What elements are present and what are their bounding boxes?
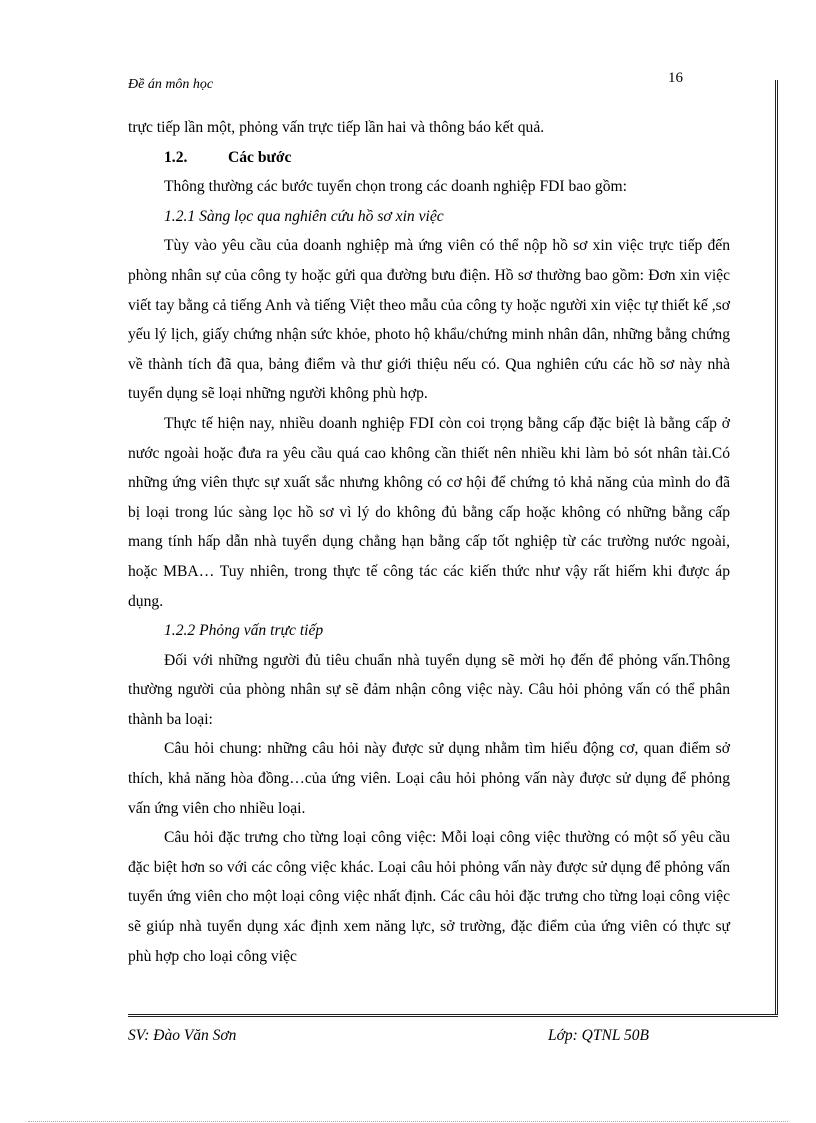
paragraph-1: Thông thường các bước tuyển chọn trong các doanh nghiệp FDI bao gồm:	[164, 178, 627, 196]
page-border-right	[775, 80, 778, 1015]
page-bottom-dotted-line	[28, 1121, 788, 1122]
paragraph-6: Câu hỏi đặc trưng cho từng loại công việc: Mỗi loại công việc thường có một số yêu cầu đặc biệt hơn so với các công việc khác. Loại câu hỏi phỏng vấn này được sử dụng để phỏng vấn tuyển ứng viên cho một loại công việc nhất định. Các câu hỏi đặc trưng cho từng loại công việc sẽ giúp nhà tuyển dụng xác định xem năng lực, sở trường, đặc điểm của ứng viên có thực sự phù hợp cho loại công việc	[128, 829, 730, 965]
section-heading	[128, 143, 730, 173]
section-number: 1.2.	[164, 148, 188, 166]
subheading-1: 1.2.1 Sàng lọc qua nghiên cứu hồ sơ xin việc	[164, 207, 444, 225]
paragraph-3: Thực tế hiện nay, nhiều doanh nghiệp FDI còn coi trọng bằng cấp đặc biệt là bằng cấp ở nước ngoài hoặc đưa ra yêu cầu quá cao không cần thiết nên nhiều khi làm bỏ sót nhân tài.Có những ứng viên thực sự xuất sắc nhưng không có cơ hội để chứng tỏ khả năng của mình do đã bị loại trong lúc sàng lọc hồ sơ vì lý do không đủ bằng cấp hoặc không có những bằng cấp mang tính hấp dẫn nhà tuyển dụng chẳng hạn bằng cấp tốt nghiệp từ các trường nước ngoài, hoặc MBA… Tuy nhiên, trong thực tế công tác các kiến thức như vậy rất hiếm khi được áp dụng.	[128, 414, 730, 610]
paragraph-4: Đối với những người đủ tiêu chuẩn nhà tuyển dụng sẽ mời họ đến để phỏng vấn.Thông thường người của phòng nhân sự sẽ đảm nhận công việc này. Câu hỏi phỏng vấn có thể phân thành ba loại:	[128, 651, 730, 728]
body-text	[128, 113, 730, 971]
footer-rule	[128, 1014, 778, 1017]
paragraph-0: trực tiếp lần một, phỏng vấn trực tiếp lần hai và thông báo kết quả.	[128, 119, 545, 136]
header-title: Đề án môn học	[128, 77, 214, 92]
paragraph-2: Tùy vào yêu cầu của doanh nghiệp mà ứng viên có thể nộp hồ sơ xin việc trực tiếp đến phòng nhân sự của công ty hoặc gửi qua đường bưu điện. Hồ sơ thường bao gồm: Đơn xin việc viết tay bằng cả tiếng Anh và tiếng Việt theo mẫu của công ty hoặc người xin việc tự thiết kế ,sơ yếu lý lịch, giấy chứng nhận sức khỏe, photo hộ khẩu/chứng minh nhân dân, những bằng chứng về thành tích đã qua, bảng điểm và thư giới thiệu nếu có. Qua nghiên cứu các hồ sơ này nhà tuyển dụng sẽ loại những người không phù hợp.	[128, 237, 730, 403]
section-title: Các bước	[228, 148, 292, 166]
subheading-2: 1.2.2 Phỏng vấn trực tiếp	[164, 622, 324, 640]
footer-student: SV: Đào Văn Sơn	[128, 1027, 237, 1044]
page-number: 16	[668, 70, 683, 86]
footer-class: Lớp: QTNL 50B	[548, 1027, 650, 1044]
paragraph-5: Câu hỏi chung: những câu hỏi này được sử dụng nhằm tìm hiểu động cơ, quan điểm sở thích, khả năng hòa đồng…của ứng viên. Loại câu hỏi phỏng vấn này được sử dụng để phỏng vấn ứng viên cho nhiều loại.	[128, 740, 730, 817]
